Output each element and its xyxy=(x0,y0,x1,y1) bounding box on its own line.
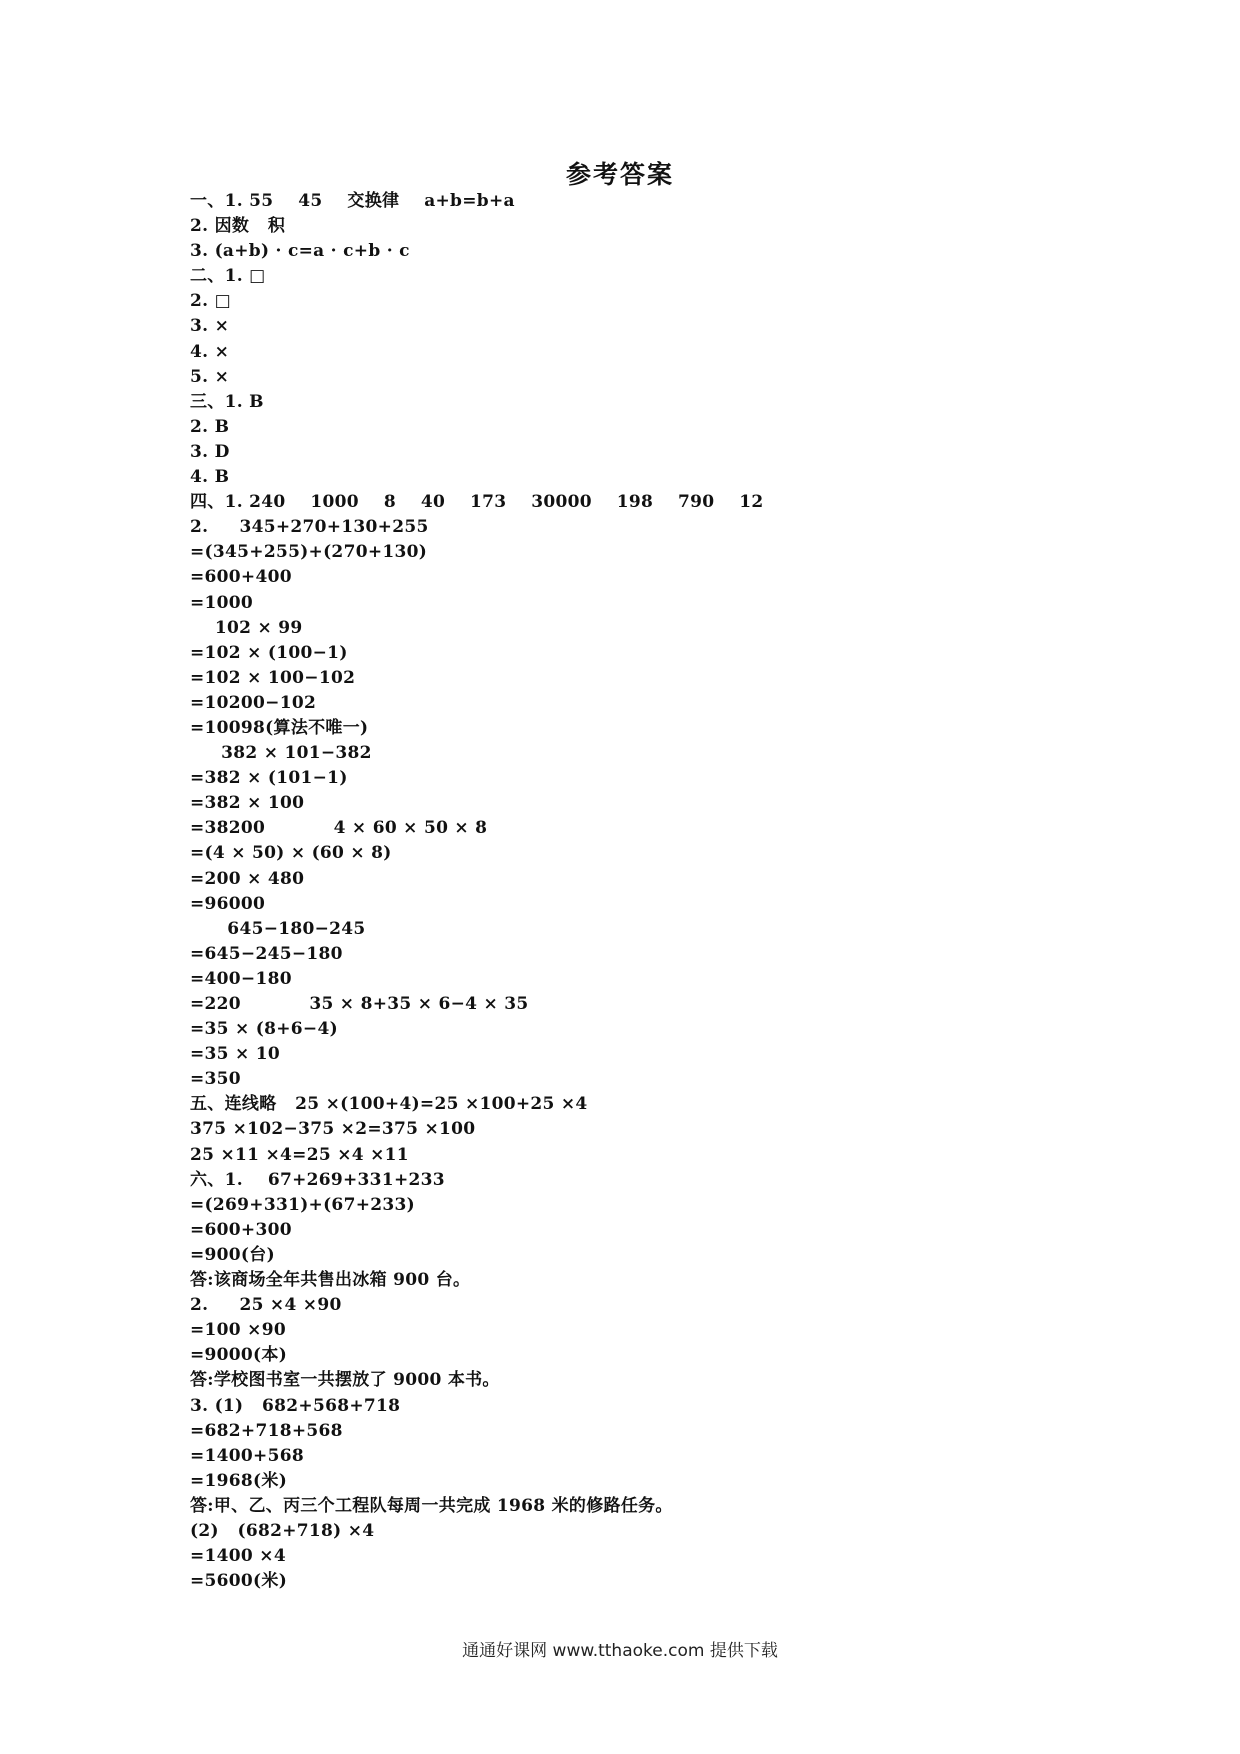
answer-line: =102 × (100−1) xyxy=(190,642,348,663)
answer-line: 5. × xyxy=(190,366,230,387)
answer-line: 3. × xyxy=(190,316,230,337)
answer-line: =100 ×90 xyxy=(190,1320,286,1341)
answer-line: 4. × xyxy=(190,341,230,362)
answer-line: 3. (a+b) · c=a · c+b · c xyxy=(190,241,410,262)
answer-line: =102 × 100−102 xyxy=(190,667,356,688)
answer-line: =10098(算法不唯一) xyxy=(190,717,369,738)
answer-line: =5600(米) xyxy=(190,1571,288,1592)
answer-line: 答:甲、乙、丙三个工程队每周一共完成 1968 米的修路任务。 xyxy=(190,1495,673,1516)
answer-line: 二、1. □ xyxy=(190,266,266,287)
answer-line: =35 × (8+6−4) xyxy=(190,1019,338,1040)
answer-line: 六、1. 67+269+331+233 xyxy=(190,1169,445,1190)
answer-line: 3. D xyxy=(190,441,230,462)
answer-line: =9000(本) xyxy=(190,1345,288,1366)
answer-line: 102 × 99 xyxy=(190,617,303,638)
answer-line: 4. B xyxy=(190,467,230,488)
answer-list xyxy=(190,189,1090,1594)
answer-line: 2. B xyxy=(190,416,230,437)
answer-line: (2) (682+718) ×4 xyxy=(190,1520,375,1541)
answer-line: =400−180 xyxy=(190,968,292,989)
answer-line: =600+400 xyxy=(190,567,292,588)
footer-source: 通通好课网 www.tthaoke.com 提供下载 xyxy=(462,1641,778,1661)
answer-line: =35 × 10 xyxy=(190,1044,281,1065)
page-title: 参考答案 xyxy=(565,160,674,189)
answer-line: 四、1. 240 1000 8 40 173 30000 198 790 12 xyxy=(190,492,764,513)
answer-line: =382 × (101−1) xyxy=(190,768,348,789)
answer-line: 2. 因数 积 xyxy=(190,216,286,237)
answer-line: =600+300 xyxy=(190,1219,292,1240)
answer-line: 382 × 101−382 xyxy=(190,743,372,764)
answer-line: 645−180−245 xyxy=(190,918,366,939)
answer-line: =96000 xyxy=(190,893,266,914)
answer-line: =382 × 100 xyxy=(190,793,305,814)
answer-line: 2. 25 ×4 ×90 xyxy=(190,1295,342,1316)
answer-line: =900(台) xyxy=(190,1244,275,1265)
answer-line: 2. □ xyxy=(190,291,231,312)
answer-line: =682+718+568 xyxy=(190,1420,343,1441)
answer-line: =(269+331)+(67+233) xyxy=(190,1194,415,1215)
answer-line: =220 35 × 8+35 × 6−4 × 35 xyxy=(190,994,529,1014)
answer-line: 375 ×102−375 ×2=375 ×100 xyxy=(190,1119,476,1140)
answer-line: =(4 × 50) × (60 × 8) xyxy=(190,843,392,864)
answer-line: =10200−102 xyxy=(190,692,317,713)
answer-line: 3. (1) 682+568+718 xyxy=(190,1395,401,1416)
answer-line: 25 ×11 ×4=25 ×4 ×11 xyxy=(190,1144,409,1165)
answer-line: 一、1. 55 45 交换律 a+b=b+a xyxy=(190,191,515,211)
answer-line: =(345+255)+(270+130) xyxy=(190,542,428,563)
answer-line: =200 × 480 xyxy=(190,868,305,889)
answer-line: =1400 ×4 xyxy=(190,1546,286,1567)
answer-line: 2. 345+270+130+255 xyxy=(190,517,429,538)
answer-line: =1000 xyxy=(190,592,254,613)
answer-line: =1968(米) xyxy=(190,1470,288,1491)
answer-line: =38200 4 × 60 × 50 × 8 xyxy=(190,818,488,839)
answer-line: 五、连线略 25 ×(100+4)=25 ×100+25 ×4 xyxy=(190,1094,588,1115)
answer-line: 三、1. B xyxy=(190,391,264,412)
answer-line: =645−245−180 xyxy=(190,943,343,964)
answer-line: =350 xyxy=(190,1069,241,1090)
answer-line: 答:该商场全年共售出冰箱 900 台。 xyxy=(190,1270,471,1291)
answer-line: 答:学校图书室一共摆放了 9000 本书。 xyxy=(190,1370,500,1391)
answer-line: =1400+568 xyxy=(190,1445,304,1466)
